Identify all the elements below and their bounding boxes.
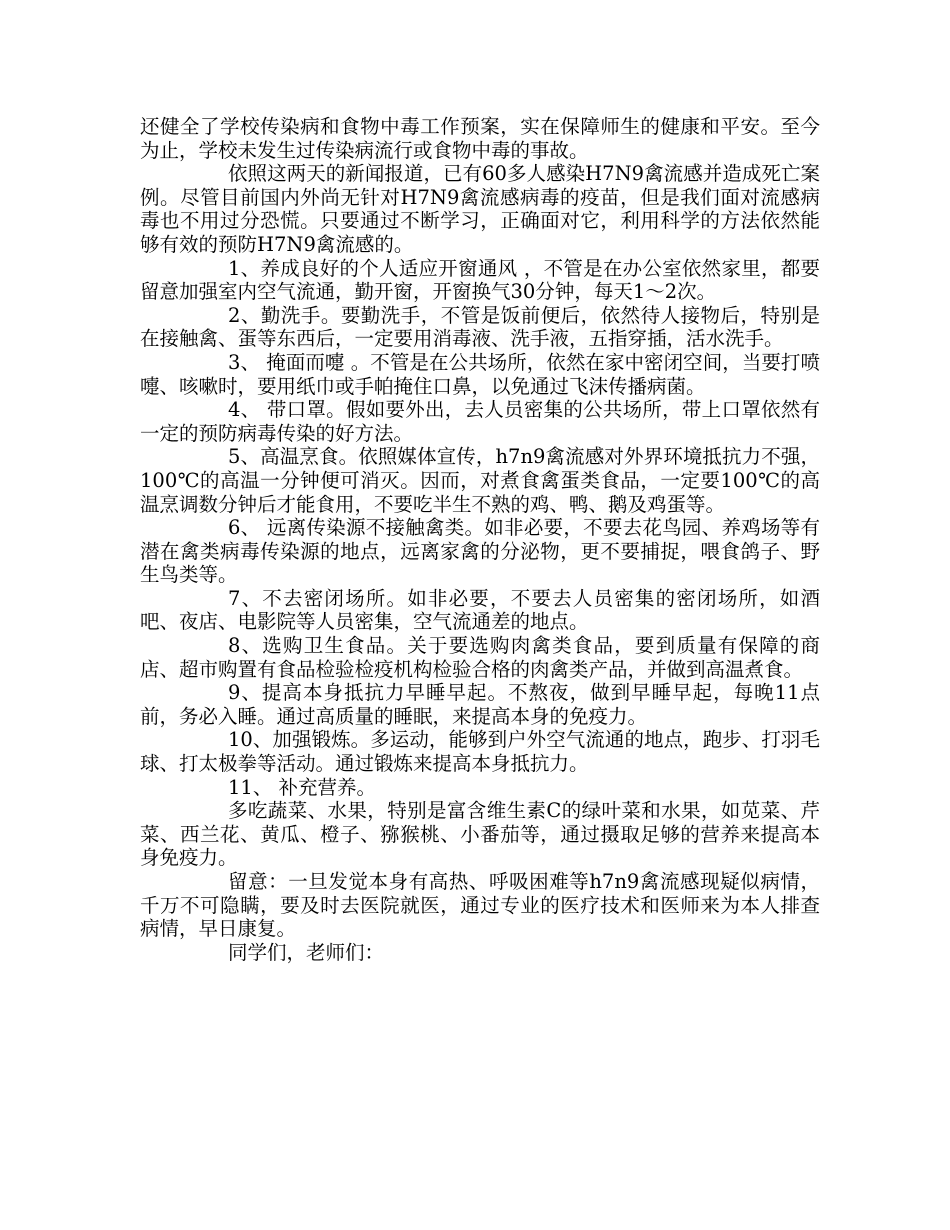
tip-nutrition-detail: 多吃蔬菜、水果，特别是富含维生素C的绿叶菜和水果，如苋菜、芹菜、西兰花、黄瓜、橙子、猕猴桃、小番茄等，通过摄取足够的营养来提高本身免疫力。	[140, 799, 820, 870]
tip-hygienic-food: 8、选购卫生食品。关于要选购肉禽类食品，要到质量有保障的商店、超市购置有食品检验检疫机构检验合格的肉禽类产品，并做到高温煮食。	[140, 634, 820, 681]
paragraph-greeting: 同学们，老师们：	[228, 940, 385, 964]
paragraph-news-report: 依照这两天的新闻报道，已有60多人感染H7N9禽流感并造成死亡案例。尽管目前国内外尚无针对H7N9禽流感病毒的疫苗，但是我们面对流感病毒也不用过分恐慌。只要通过不断学习，正确面对它，利用科学的方法依然能够有效的预防H7N9禽流感的。	[140, 162, 820, 256]
tip-hand-washing: 2、勤洗手。要勤洗手，不管是饭前便后，依然待人接物后，特别是在接触禽、蛋等东西后，一定要用消毒液、洗手液，五指穿插，活水洗手。	[140, 303, 820, 351]
tip-cover-sneeze: 3、 掩面而嚏 。不管是在公共场所，依然在家中密闭空间，当要打喷嚏、咳嗽时，要用纸巾或手帕掩住口鼻，以免通过飞沫传播病菌。	[140, 350, 820, 398]
tip-ventilation: 1、养成良好的个人适应开窗通风 ，不管是在办公室依然家里，都要留意加强室内空气流通，勤开窗，开窗换气30分钟，每天1～2次。	[140, 256, 820, 304]
tip-nutrition-heading: 11、 补充营养。	[228, 775, 377, 799]
document-body	[140, 115, 820, 964]
tip-wear-mask: 4、 带口罩。假如要外出，去人员密集的公共场所，带上口罩依然有一定的预防病毒传染的好方法。	[140, 398, 820, 445]
tip-high-temperature-cooking: 5、高温烹食。依照媒体宣传，h7n9禽流感对外界环境抵抗力不强，100℃的高温一分钟便可消灭。因而，对煮食禽蛋类食品，一定要100℃的高温烹调数分钟后才能食用，不要吃半生不熟的鸡、鸭、鹅及鸡蛋等。	[140, 445, 820, 516]
tip-avoid-poultry: 6、 远离传染源不接触禽类。如非必要，不要去花鸟园、养鸡场等有潜在禽类病毒传染源的地点，远离家禽的分泌物，更不要捕捉，喂食鸽子、野生鸟类等。	[140, 516, 820, 587]
paragraph-school-plan: 还健全了学校传染病和食物中毒工作预案，实在保障师生的健康和平安。至今为止，学校未发生过传染病流行或食物中毒的事故。	[140, 115, 820, 162]
tip-early-sleep: 9、提高本身抵抗力早睡早起。不熬夜，做到早睡早起，每晚11点前，务必入睡。通过高质量的睡眠，来提高本身的免疫力。	[140, 681, 820, 728]
tip-exercise: 10、加强锻炼。多运动，能够到户外空气流通的地点，跑步、打羽毛球、打太极拳等活动。通过锻炼来提高本身抵抗力。	[140, 728, 820, 776]
tip-avoid-closed-places: 7、不去密闭场所。如非必要，不要去人员密集的密闭场所，如酒吧、夜店、电影院等人员密集，空气流通差的地点。	[140, 586, 820, 634]
paragraph-notice: 留意：一旦发觉本身有高热、呼吸困难等h7n9禽流感现疑似病情，千万不可隐瞒，要及时去医院就医，通过专业的医疗技术和医师来为本人排查病情，早日康复。	[140, 870, 820, 941]
